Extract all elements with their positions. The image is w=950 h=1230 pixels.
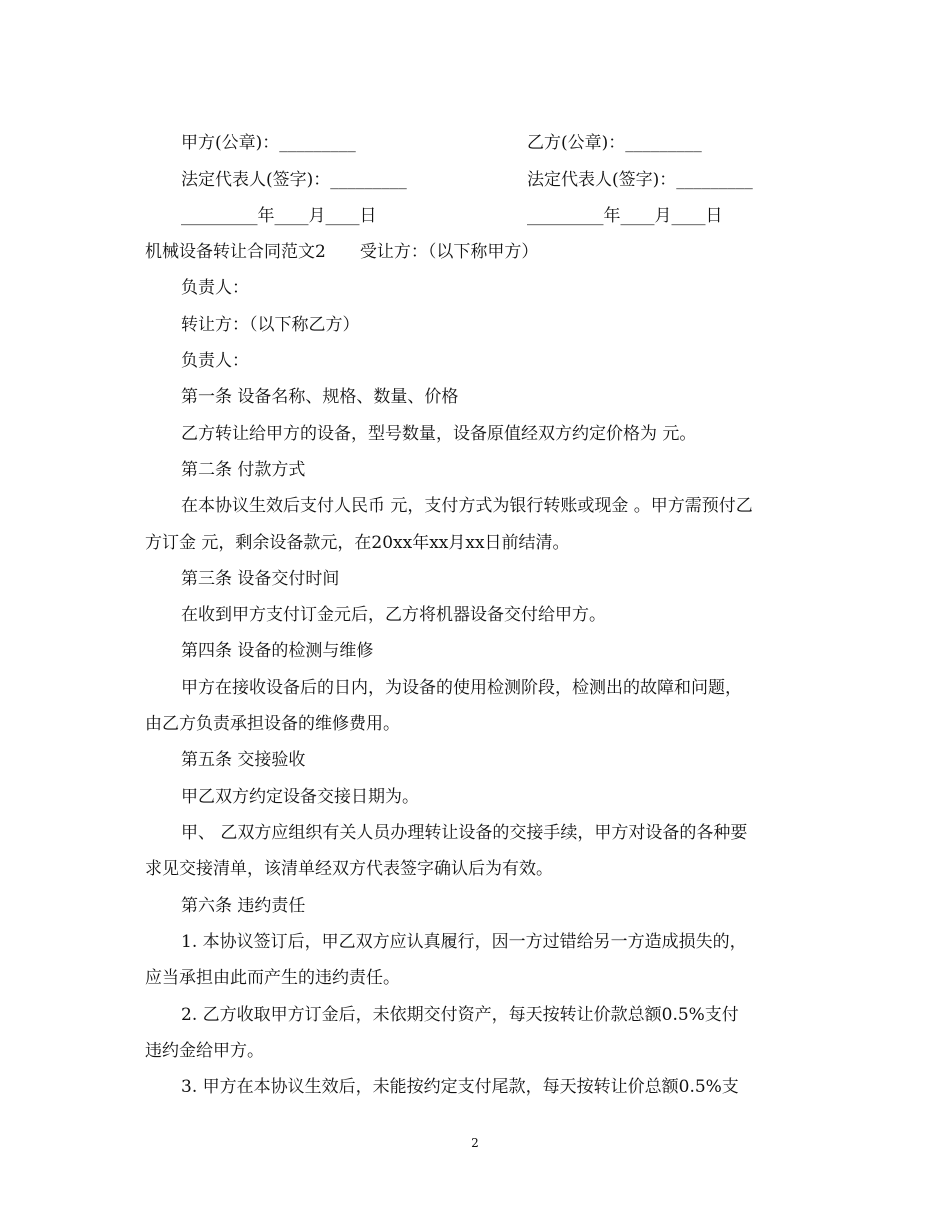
paragraph: 转让方：（以下称乙方） [181, 315, 360, 335]
article-heading: 第一条 设备名称、规格、数量、价格 [181, 387, 459, 407]
paragraph: 负责人： [181, 351, 249, 371]
paragraph-continuation: 应当承担由此而产生的违约责任。 [145, 968, 400, 988]
page-number: 2 [471, 1136, 479, 1150]
article-heading: 第二条 付款方式 [181, 460, 306, 480]
paragraph: 负责人： [181, 278, 249, 298]
party-a-representative: 法定代表人(签字)：_________ [181, 170, 407, 190]
paragraph: 2. 乙方收取甲方订金后，未依期交付资产，每天按转让价款总额0.5%支付 [181, 1005, 739, 1025]
party-b-representative: 法定代表人(签字)：_________ [527, 170, 753, 190]
paragraph: 在收到甲方支付订金元后，乙方将机器设备交付给甲方。 [181, 605, 606, 625]
signature-row-seal [0, 128, 950, 158]
party-a-date: _________年____月____日 [181, 206, 377, 226]
signature-row-representative [0, 165, 950, 195]
article-heading: 第四条 设备的检测与维修 [181, 641, 374, 661]
paragraph-continuation: 违约金给甲方。 [145, 1041, 264, 1061]
paragraph: 甲乙双方约定设备交接日期为。 [181, 787, 419, 807]
paragraph-continuation: 由乙方负责承担设备的维修费用。 [145, 714, 400, 734]
paragraph: 在本协议生效后支付人民币 元，支付方式为银行转账或现金 。甲方需预付乙 [181, 496, 753, 516]
paragraph: 乙方转让给甲方的设备，型号数量，设备原值经双方约定价格为 元。 [181, 424, 697, 444]
signature-row-date [0, 201, 950, 231]
paragraph: 3. 甲方在本协议生效后，未能按约定支付尾款，每天按转让价总额0.5%支 [181, 1077, 739, 1097]
paragraph-continuation: 方订金 元，剩余设备款元，在20xx年xx月xx日前结清。 [145, 533, 570, 553]
party-a-seal: 甲方(公章)：_________ [181, 133, 356, 153]
contract-title-line: 机械设备转让合同范文2 受让方：（以下称甲方） [145, 242, 539, 262]
party-b-date: _________年____月____日 [527, 206, 723, 226]
article-heading: 第六条 违约责任 [181, 896, 306, 916]
paragraph: 甲方在接收设备后的日内，为设备的使用检测阶段，检测出的故障和问题， [181, 678, 742, 698]
paragraph: 1. 本协议签订后，甲乙双方应认真履行，因一方过错给另一方造成损失的， [181, 932, 747, 952]
paragraph: 甲、 乙双方应组织有关人员办理转让设备的交接手续，甲方对设备的各种要 [181, 823, 748, 843]
article-heading: 第三条 设备交付时间 [181, 569, 340, 589]
party-b-seal: 乙方(公章)：_________ [527, 133, 702, 153]
paragraph-continuation: 求见交接清单，该清单经双方代表签字确认后为有效。 [145, 859, 553, 879]
article-heading: 第五条 交接验收 [181, 750, 306, 770]
